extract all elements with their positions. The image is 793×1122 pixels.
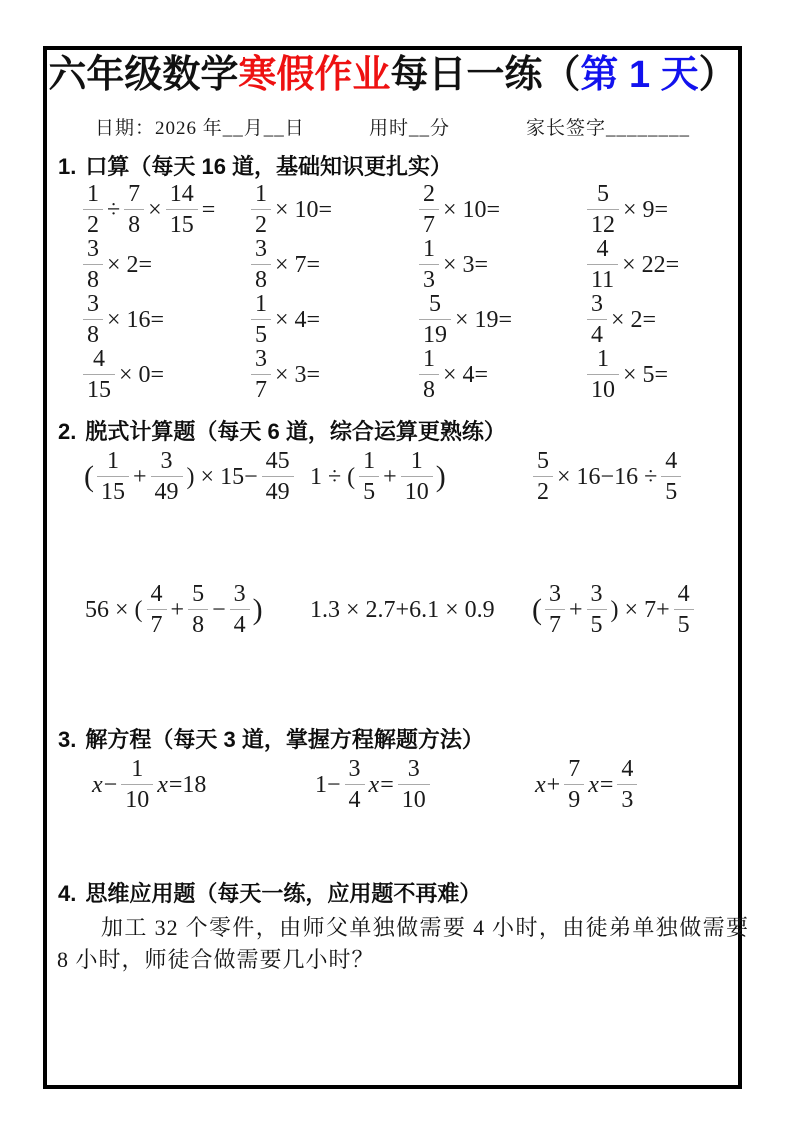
- math-problem: $\frac{1}{3}$ × 3=: [417, 237, 585, 292]
- fraction: $\frac{1}{8}$: [419, 347, 439, 402]
- fraction: $\frac{4}{5}$: [661, 449, 681, 504]
- fraction: $\frac{3}{8}$: [83, 292, 103, 347]
- math-problem: 1 ÷ ( $\frac{1}{5}$ + $\frac{1}{10}$ ): [310, 448, 446, 505]
- section-1-title: 口算（每天 16 道，基础知识更扎实）: [85, 154, 453, 179]
- fraction: $\frac{1}{2}$: [251, 182, 271, 237]
- fraction: $\frac{1}{10}$: [121, 757, 153, 812]
- fraction: $\frac{4}{11}$: [587, 237, 618, 292]
- math-problem: 1.3 × 2.7+6.1 × 0.9: [310, 596, 495, 623]
- math-problem: $\frac{3}{8}$ × 16=: [81, 292, 249, 347]
- fraction: $\frac{3}{5}$: [587, 582, 607, 637]
- fraction: $\frac{5}{19}$: [419, 292, 451, 347]
- fraction: $\frac{1}{5}$: [251, 292, 271, 347]
- fraction: $\frac{1}{5}$: [359, 449, 379, 504]
- title-segment: 寒假作业: [238, 54, 391, 96]
- title-segment: 六年级数学: [48, 54, 239, 96]
- math-problem: $\frac{3}{4}$ × 2=: [585, 292, 745, 347]
- math-problem: 1− $\frac{3}{4}$ x= $\frac{3}{10}$: [313, 757, 533, 812]
- time-spent-field: 用时__分: [369, 118, 451, 139]
- section-2-title: 脱式计算题（每天 6 道，综合运算更熟练）: [85, 419, 506, 444]
- math-problem: x+ $\frac{7}{9}$ x= $\frac{4}{3}$: [533, 757, 733, 812]
- word-problem-text: 加工 32 个零件，由师父单独做需要 4 小时，由徒弟单独做需要 8 小时，师徒合做需要几小时？: [57, 915, 749, 972]
- fraction: $\frac{1}{10}$: [587, 347, 619, 402]
- fraction: $\frac{5}{2}$: [533, 449, 553, 504]
- title-segment: 每日一练: [390, 54, 543, 96]
- title-segment: ）: [698, 54, 737, 96]
- fraction: $\frac{14}{15}$: [166, 182, 198, 237]
- step-calculation-row-2: [83, 582, 741, 637]
- fraction: $\frac{3}{8}$: [83, 237, 103, 292]
- section-3-heading: [58, 726, 484, 754]
- math-problem: $\frac{5}{2}$ × 16−16 ÷ $\frac{4}{5}$: [531, 449, 741, 504]
- fraction: $\frac{45}{49}$: [262, 449, 294, 504]
- title-segment: （: [542, 54, 581, 96]
- fraction: $\frac{4}{7}$: [147, 582, 167, 637]
- section-3-number: 3.: [58, 727, 77, 752]
- math-problem: $\frac{4}{11}$ × 22=: [585, 237, 745, 292]
- equation-row: [90, 757, 733, 812]
- fraction: $\frac{3}{4}$: [345, 757, 365, 812]
- section-2-number: 2.: [58, 419, 77, 444]
- fraction: $\frac{4}{5}$: [674, 582, 694, 637]
- fraction: $\frac{7}{9}$: [564, 757, 584, 812]
- fraction: $\frac{3}{7}$: [545, 582, 565, 637]
- fraction: $\frac{4}{3}$: [617, 757, 637, 812]
- fraction: $\frac{3}{10}$: [398, 757, 430, 812]
- section-1-heading: [58, 153, 452, 181]
- section-1-number: 1.: [58, 154, 77, 179]
- math-problem: ( $\frac{1}{15}$ + $\frac{3}{49}$ ) × 15− $\frac{45}{49}$: [83, 449, 308, 504]
- math-problem: $\frac{1}{10}$ × 5=: [585, 347, 745, 402]
- section-4-heading: [58, 880, 481, 908]
- fraction: $\frac{3}{7}$: [251, 347, 271, 402]
- header-info-row: [47, 113, 738, 139]
- math-problem: $\frac{3}{8}$ × 7=: [249, 237, 417, 292]
- worksheet-frame: [43, 46, 749, 1089]
- section-4-number: 4.: [58, 881, 77, 906]
- fraction: $\frac{7}{8}$: [124, 182, 144, 237]
- fraction: $\frac{5}{8}$: [188, 582, 208, 637]
- fraction: $\frac{1}{3}$: [419, 237, 439, 292]
- parent-signature-field: 家长签字________: [526, 118, 691, 139]
- math-problem: $\frac{2}{7}$ × 10=: [417, 182, 585, 237]
- fraction: $\frac{1}{15}$: [97, 449, 129, 504]
- math-problem: $\frac{1}{5}$ × 4=: [249, 292, 417, 347]
- math-problem: x− $\frac{1}{10}$ x=18: [92, 756, 207, 813]
- section-2-heading: [58, 418, 506, 446]
- worksheet-content: [47, 50, 749, 1085]
- page-title: [47, 52, 738, 98]
- math-problem: 56 × ( $\frac{4}{7}$ + $\frac{5}{8}$ − $\frac{3}{4}$ ): [85, 581, 263, 638]
- fraction: $\frac{3}{4}$: [230, 582, 250, 637]
- section-3-title: 解方程（每天 3 道，掌握方程解题方法）: [85, 727, 484, 752]
- fraction: $\frac{1}{2}$: [83, 182, 103, 237]
- fraction: $\frac{5}{12}$: [587, 182, 619, 237]
- title-segment: 第 1 天: [580, 54, 699, 96]
- math-problem: $\frac{3}{8}$ × 2=: [81, 237, 249, 292]
- date-field: 日期：2026 年__月__日: [95, 118, 305, 139]
- math-problem: $\frac{1}{8}$ × 4=: [417, 347, 585, 402]
- fraction: $\frac{3}{8}$: [251, 237, 271, 292]
- math-problem: $\frac{1}{2}$ × 10=: [249, 182, 417, 237]
- math-problem: $\frac{5}{12}$ × 9=: [585, 182, 745, 237]
- math-problem: $\frac{4}{15}$ × 0=: [81, 347, 249, 402]
- math-problem: $\frac{3}{7}$ × 3=: [249, 347, 417, 402]
- fraction: $\frac{2}{7}$: [419, 182, 439, 237]
- oral-calculation-grid: [81, 182, 745, 402]
- fraction: $\frac{4}{15}$: [83, 347, 115, 402]
- fraction: $\frac{1}{10}$: [401, 449, 433, 504]
- math-problem: $\frac{5}{19}$ × 19=: [417, 292, 585, 347]
- section-4-title: 思维应用题（每天一练，应用题不再难）: [85, 881, 482, 906]
- fraction: $\frac{3}{49}$: [151, 449, 183, 504]
- math-problem: ( $\frac{3}{7}$ + $\frac{3}{5}$ ) × 7+ $\frac{4}{5}$: [531, 582, 741, 637]
- math-problem: $\frac{1}{2}$ ÷ $\frac{7}{8}$ × $\frac{14}{15}$ =: [81, 182, 249, 237]
- fraction: $\frac{3}{4}$: [587, 292, 607, 347]
- step-calculation-row-1: [83, 449, 741, 504]
